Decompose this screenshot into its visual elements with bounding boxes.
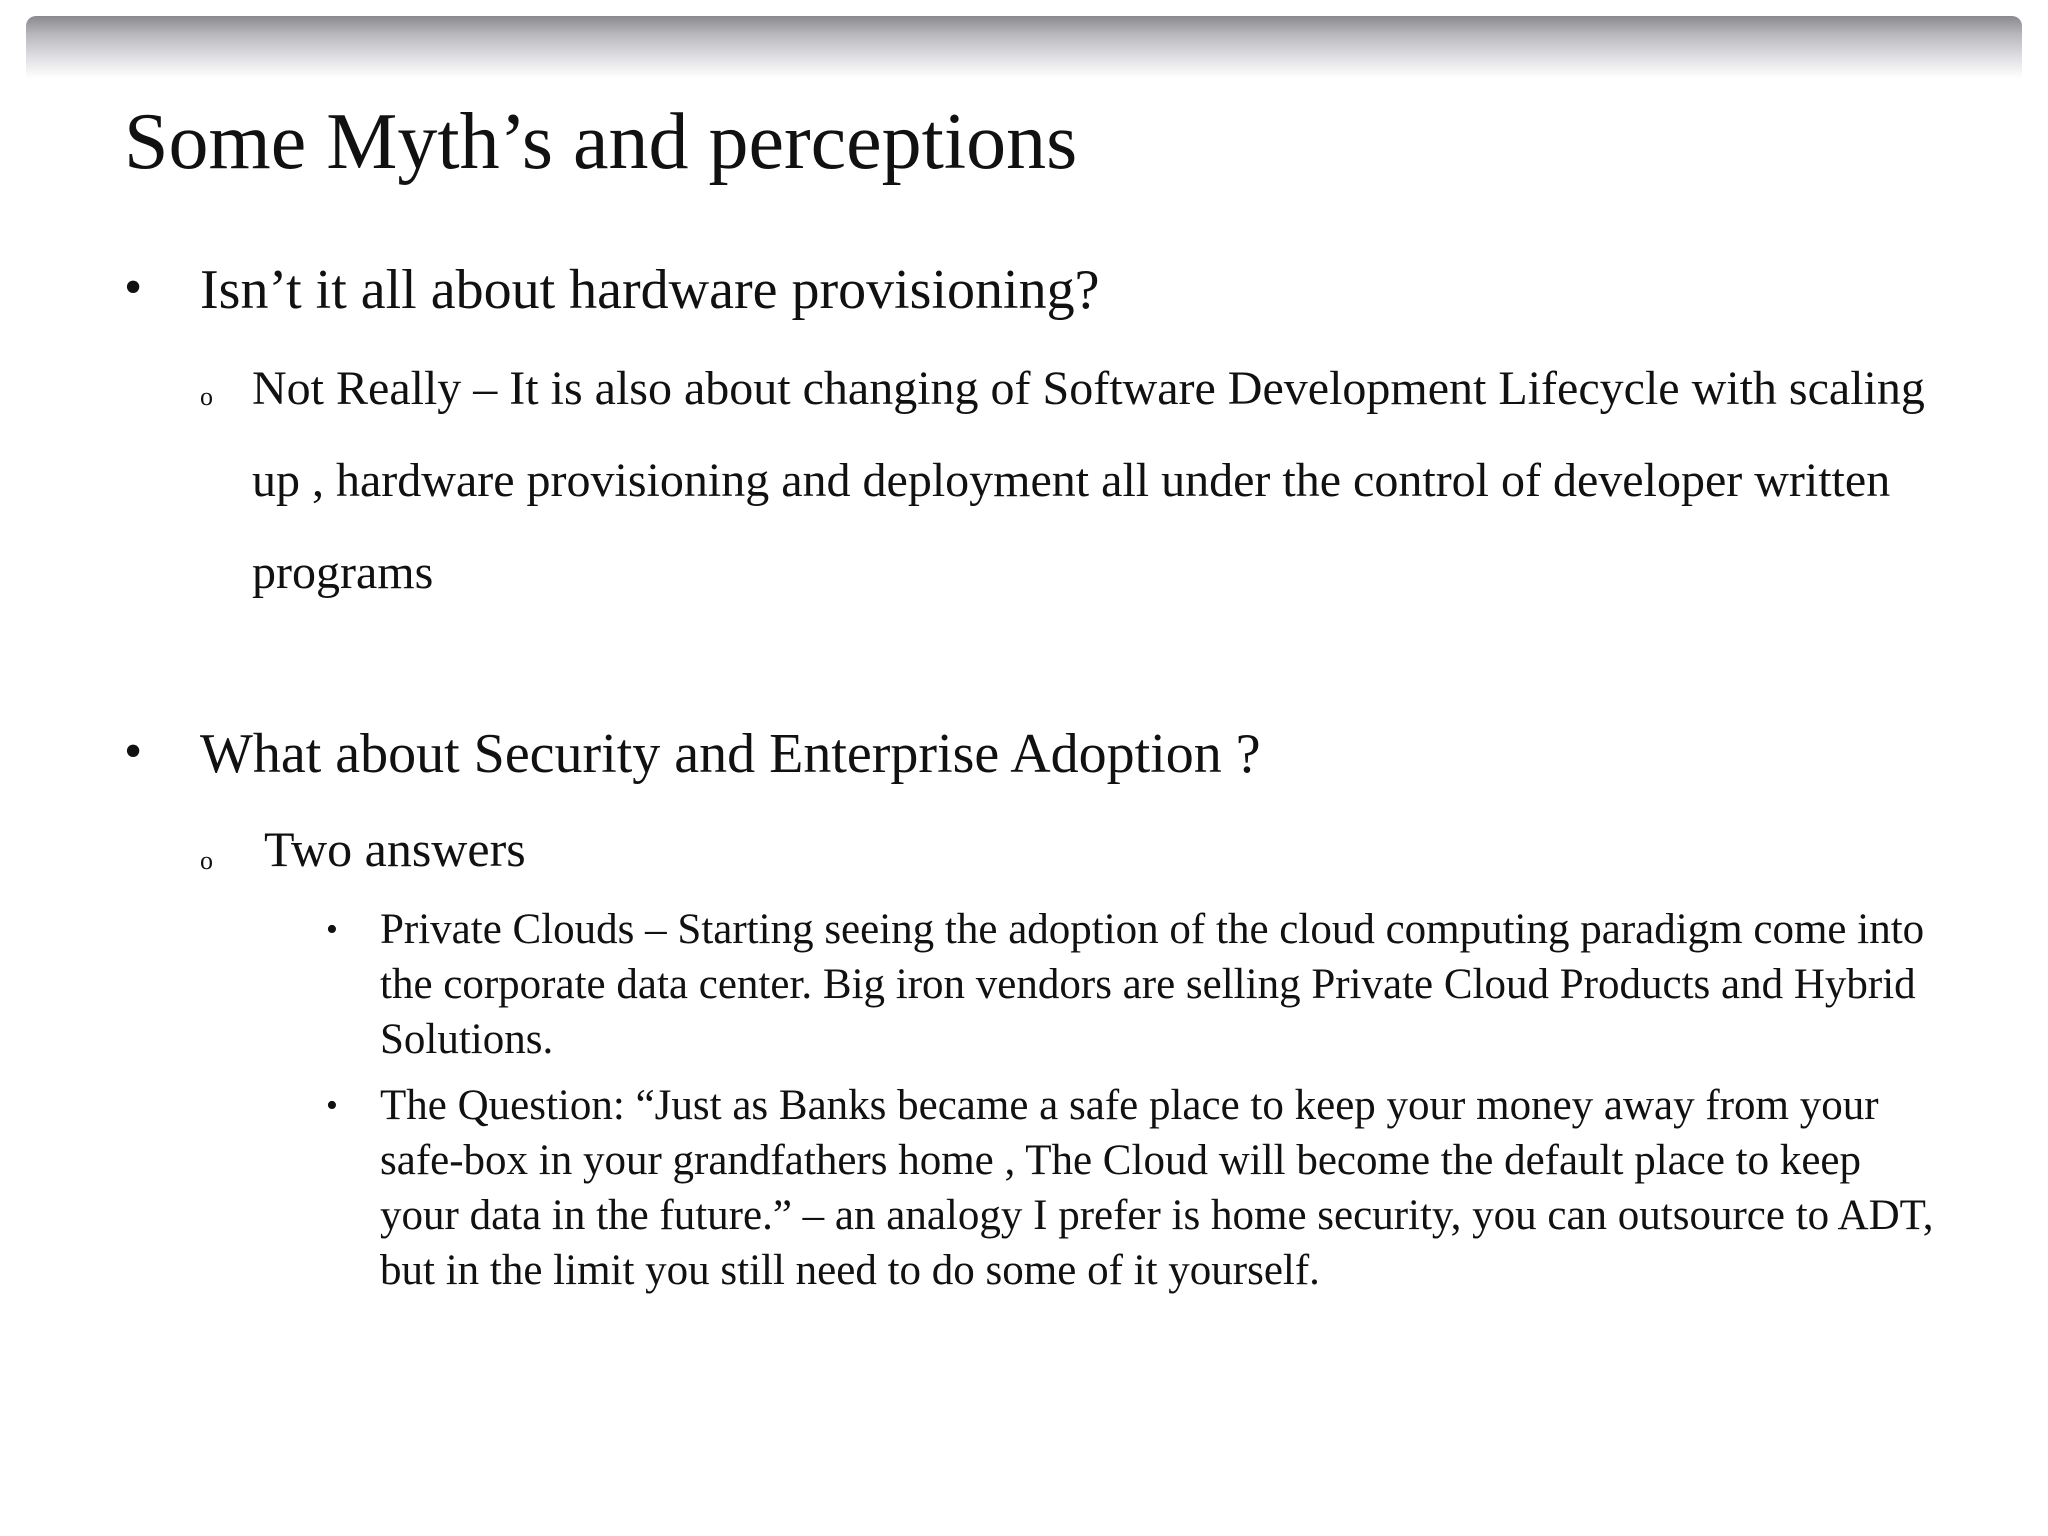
bullet-marker: •: [124, 723, 143, 780]
slide-header-bar: [26, 16, 2022, 78]
sub-bullet-marker: o: [200, 382, 213, 411]
list-item-marker: •: [326, 1087, 338, 1124]
sub-bullet-text: Not Really – It is also about changing of Software Development Lifecycle with scaling up , hardware provisioning and deployment all under the control of developer written programs: [252, 362, 1925, 599]
bullet-text: What about Security and Enterprise Adoption ?: [200, 723, 1261, 785]
bullet-text: Isn’t it all about hardware provisioning?: [200, 259, 1100, 321]
list-item-text: Private Clouds – Starting seeing the adoption of the cloud computing paradigm come into the corporate data center. Big iron vendors are selling Private Cloud Products and Hybrid Solutions.: [380, 906, 1925, 1063]
slide-title: Some Myth’s and perceptions: [124, 98, 1078, 186]
list-item-marker: •: [326, 911, 338, 948]
list-item-text: The Question: “Just as Banks became a safe place to keep your money away from your safe-box in your grandfathers home , The Cloud will become the default place to keep your data in the future.” – an analogy I prefer is home security, you can outsource to ADT, but in the limit you still need to do some of it yourself.: [380, 1082, 1934, 1294]
sub-bullet-text: Two answers: [264, 821, 526, 877]
sub-bullet-marker: o: [200, 846, 213, 875]
bullet-marker: •: [124, 259, 143, 316]
